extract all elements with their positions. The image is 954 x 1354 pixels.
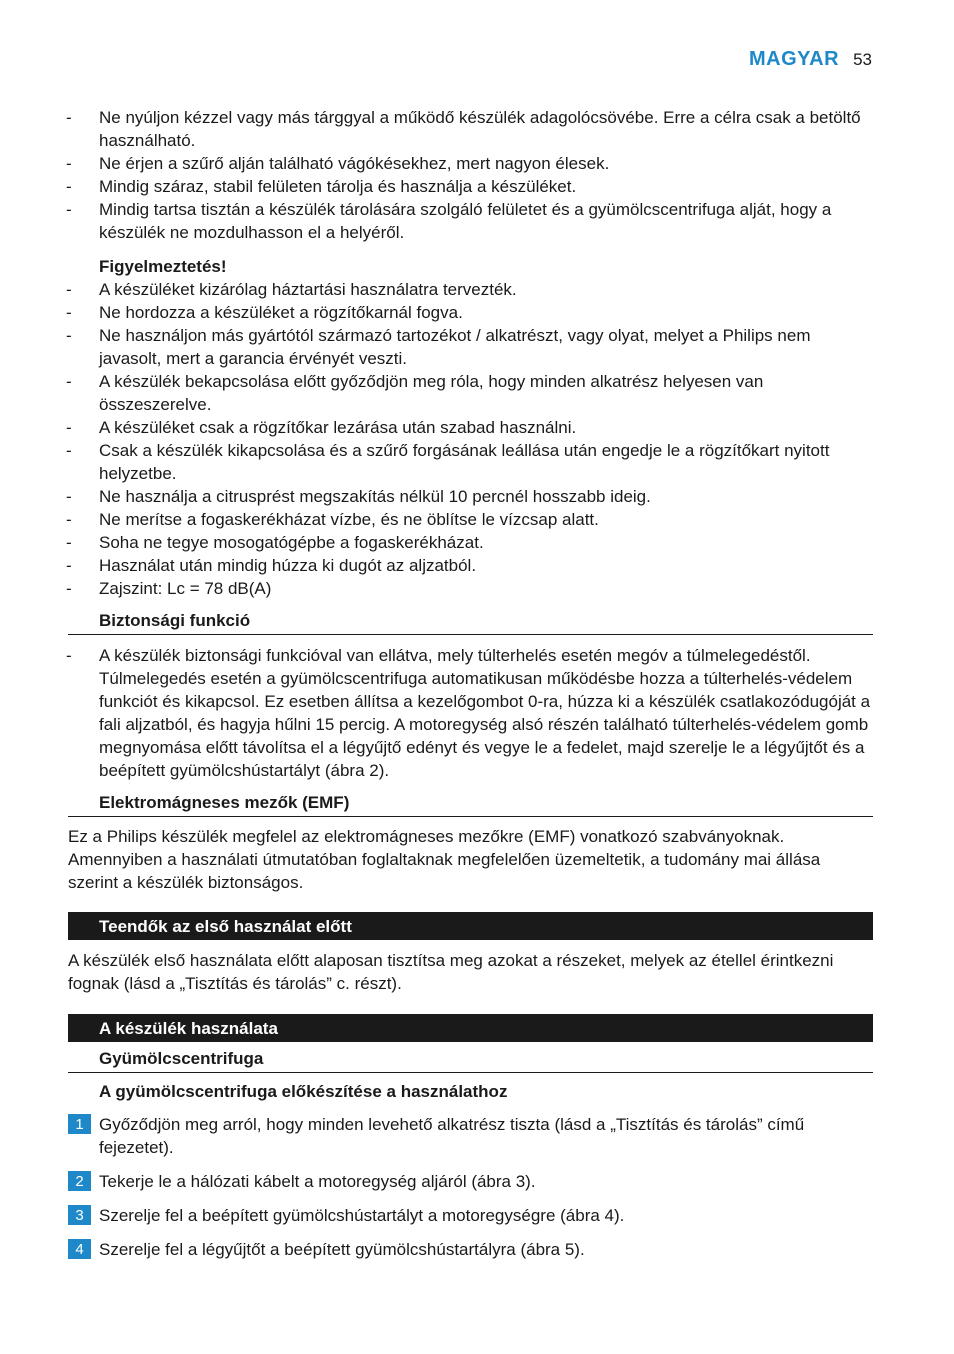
list-item: - A készüléket kizárólag háztartási használatra tervezték. xyxy=(66,280,517,299)
list-item: - Zajszint: Lc = 78 dB(A) xyxy=(66,579,272,598)
first-use-text: A készülék első használata előtt alaposan tisztítsa meg azokat a részeket, melyek az étellel érintkezni fognak (lásd a „Tisztítás és tárolás” c. részt). xyxy=(68,951,834,993)
step-item: 3 Szerelje fel a beépített gyümölcshústartályt a motoregységre (ábra 4). xyxy=(0,1204,954,1227)
list-item: - Mindig tartsa tisztán a készülék tárolására szolgáló felületet és a gyümölcscentrifuga alját, hogy a készülék ne mozdulhasson el a helyéről. xyxy=(66,200,832,242)
list-item: - Ne érjen a szűrő alján található vágókésekhez, mert nagyon élesek. xyxy=(66,154,610,173)
list-item: - Mindig száraz, stabil felületen tárolja és használja a készüléket. xyxy=(66,177,577,196)
language-label: MAGYAR xyxy=(749,48,840,70)
list-item: - Ne használjon más gyártótól származó tartozékot / alkatrészt, vagy olyat, melyet a Philips nem javasolt, mert a garancia érvényét veszti. xyxy=(66,326,811,368)
usage-subtitle: Gyümölcscentrifuga xyxy=(68,1048,873,1073)
warning-list xyxy=(0,278,954,600)
warning-title: Figyelmeztetés! xyxy=(99,257,227,276)
bullets-top xyxy=(0,106,954,244)
list-item: - Ne használja a citrusprést megszakítás nélkül 10 percnél hosszabb ideig. xyxy=(66,487,651,506)
list-item: - Soha ne tegye mosogatógépbe a fogaskerékházat. xyxy=(66,533,484,552)
list-item: - Használat után mindig húzza ki dugót az aljzatból. xyxy=(66,556,477,575)
page-content xyxy=(0,106,954,1261)
page-number: 53 xyxy=(853,50,872,69)
steps-list xyxy=(0,1113,954,1261)
procedure-title: A gyümölcscentrifuga előkészítése a használathoz xyxy=(99,1082,508,1101)
section-band-usage: A készülék használata xyxy=(68,1014,873,1042)
step-number-badge: 2 xyxy=(68,1171,91,1191)
list-item: - Csak a készülék kikapcsolása és a szűrő forgásának leállása után engedje le a rögzítőkart nyitott helyzetbe. xyxy=(66,441,830,483)
list-item: - A készülék biztonsági funkcióval van ellátva, mely túlterhelés esetén megóv a túlmelegedéstől. Túlmelegedés esetén a gyümölcscentrifuga automatikusan működésbe hozza a túlterhelés-védelem funkciót és kikapcsol. Ez esetben állítsa a kezelőgombot 0-ra, húzza ki a készülék csatlakozódugóját a fali aljzatból, és hagyja hűlni 15 percig. A motoregység alsó részén található túlterhelés-védelem gomb megnyomása előtt távolítsa el a légyűjtő edényt és vegye le a fedelet, majd szerelje le a légyűjtőt és a beépített gyümölcshústartályt (ábra 2). xyxy=(66,646,871,780)
step-number-badge: 1 xyxy=(68,1114,91,1134)
step-number-badge: 3 xyxy=(68,1205,91,1225)
step-item: 4 Szerelje fel a légyűjtőt a beépített gyümölcshústartályra (ábra 5). xyxy=(0,1238,954,1261)
step-item: 1 Győződjön meg arról, hogy minden levehető alkatrész tiszta (lásd a „Tisztítás és tárolás” című fejezetet). xyxy=(0,1113,954,1159)
list-item: - Ne hordozza a készüléket a rögzítőkarnál fogva. xyxy=(66,303,463,322)
list-item: - Ne merítse a fogaskerékházat vízbe, és ne öblítse le vízcsap alatt. xyxy=(66,510,599,529)
section-band-first-use: Teendők az első használat előtt xyxy=(68,912,873,940)
emf-text: Ez a Philips készülék megfelel az elektromágneses mezőkre (EMF) vonatkozó szabványoknak. Amennyiben a használati útmutatóban foglaltaknak megfelelően üzemeltetik, a tudomány mai állása szerint a készülék biztonságos. xyxy=(68,827,821,892)
safety-title: Biztonsági funkció xyxy=(68,610,873,635)
step-item: 2 Tekerje le a hálózati kábelt a motoregység aljáról (ábra 3). xyxy=(0,1170,954,1193)
page-header xyxy=(749,48,872,71)
step-number-badge: 4 xyxy=(68,1239,91,1259)
emf-title: Elektromágneses mezők (EMF) xyxy=(68,792,873,817)
safety-list xyxy=(0,644,954,782)
list-item: - Ne nyúljon kézzel vagy más tárggyal a működő készülék adagolócsövébe. Erre a célra csak a betöltő használható. xyxy=(66,108,861,150)
list-item: - A készüléket csak a rögzítőkar lezárása után szabad használni. xyxy=(66,418,577,437)
list-item: - A készülék bekapcsolása előtt győződjön meg róla, hogy minden alkatrész helyesen van összeszerelve. xyxy=(66,372,764,414)
